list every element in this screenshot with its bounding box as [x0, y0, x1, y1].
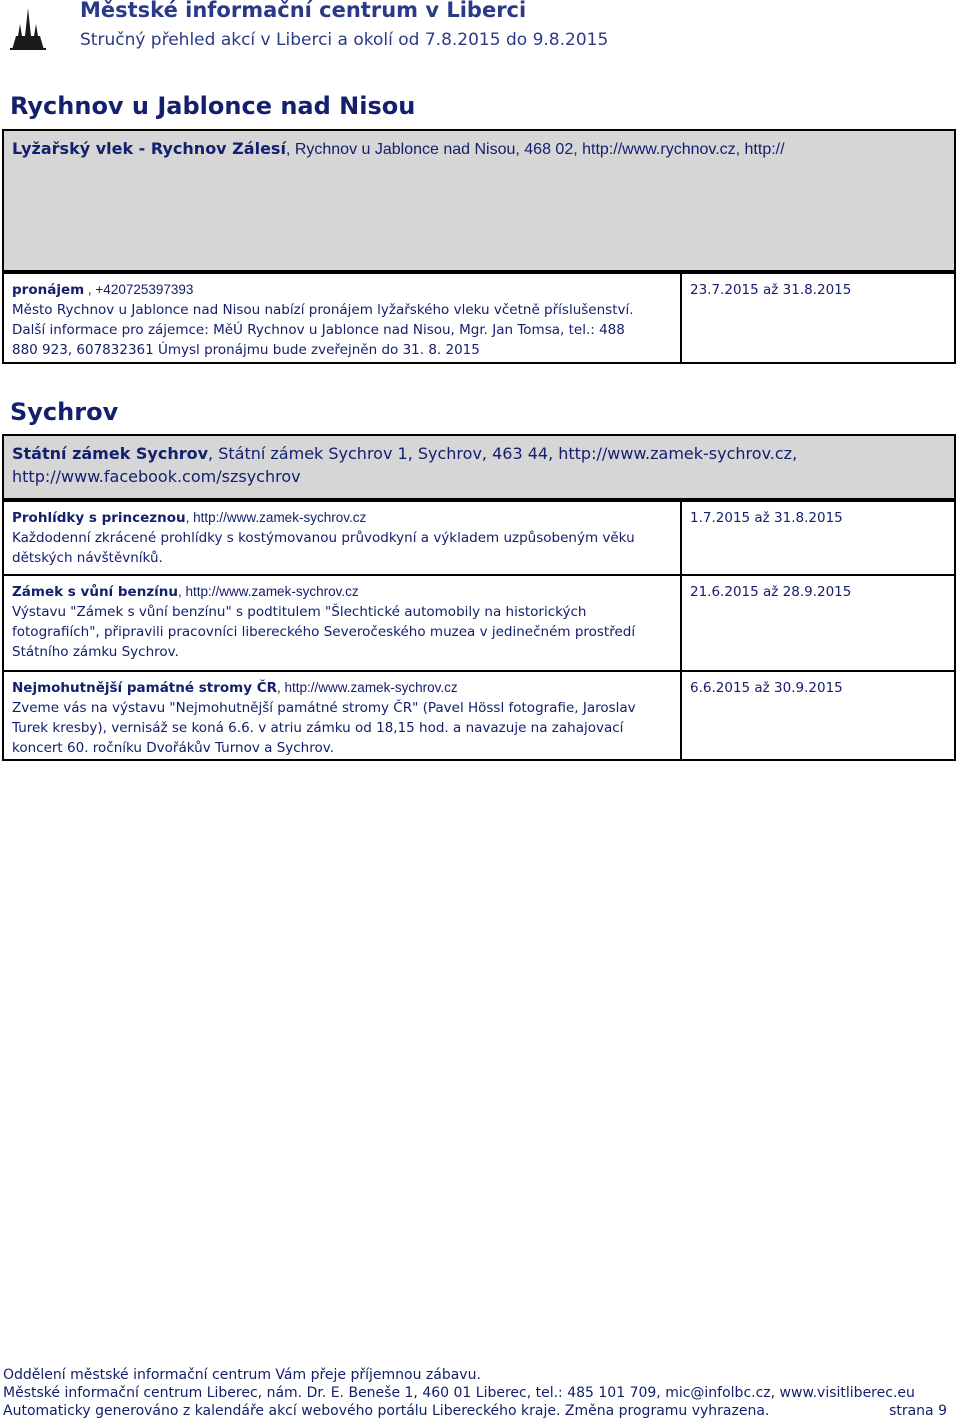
page-number: strana 9	[889, 1403, 947, 1419]
event-text-line: koncert 60. ročníku Dvořákův Turnov a Sychrov.	[12, 740, 334, 756]
event-date: 6.6.2015 až 30.9.2015	[690, 680, 843, 696]
event-date: 21.6.2015 až 28.9.2015	[690, 584, 852, 600]
event-title: Nejmohutnější památné stromy ČR	[12, 680, 278, 696]
venue-name: Lyžařský vlek - Rychnov Zálesí	[12, 139, 286, 158]
venue-details: , Rychnov u Jablonce nad Nisou, 468 02, http://www.rychnov.cz, http://	[285, 141, 785, 158]
venue-name: Státní zámek Sychrov	[12, 444, 209, 463]
event-link[interactable]: , http://www.zamek-sychrov.cz	[185, 510, 367, 525]
header-subtitle: Stručný přehled akcí v Liberci a okolí od 7.8.2015 do 9.8.2015	[80, 30, 609, 50]
venue-details: , Státní zámek Sychrov 1, Sychrov, 463 44, http://www.zamek-sychrov.cz,	[208, 444, 798, 463]
header-title: Městské informační centrum v Liberci	[80, 0, 527, 22]
venue-box-rychnov	[2, 129, 956, 364]
event-description	[4, 672, 682, 761]
section-title-rychnov: Rychnov u Jablonce nad Nisou	[10, 92, 416, 120]
event-text-line: 880 923, 607832361 Úmysl pronájmu bude zveřejněn do 31. 8. 2015	[12, 342, 480, 358]
event-row	[4, 574, 954, 670]
page-header	[0, 0, 960, 60]
event-title: Prohlídky s princeznou	[12, 510, 186, 526]
event-link[interactable]: , +420725397393	[84, 282, 194, 297]
page-footer	[3, 1366, 953, 1420]
event-text-line: Každodenní zkrácené prohlídky s kostýmovanou průvodkyní a výkladem uzpůsobeným věku	[12, 530, 635, 546]
event-title: Zámek s vůní benzínu	[12, 584, 179, 600]
event-description	[4, 576, 682, 670]
event-title: pronájem	[12, 282, 85, 298]
venue-header	[4, 131, 954, 272]
liberec-town-hall-logo	[10, 6, 46, 50]
footer-disclaimer-row	[3, 1402, 953, 1420]
event-row	[4, 272, 954, 364]
event-text-line: Státního zámku Sychrov.	[12, 644, 179, 660]
event-description	[4, 502, 682, 574]
event-link[interactable]: , http://www.zamek-sychrov.cz	[178, 584, 359, 599]
footer-disclaimer: Automaticky generováno z kalendáře akcí webového portálu Libereckého kraje. Změna programu vyhrazena.	[3, 1403, 770, 1419]
event-text-line: dětských návštěvníků.	[12, 550, 163, 566]
event-text-line: fotografiích", připravili pracovníci libereckého Severočeského muzea v jedinečném prostředí	[12, 624, 636, 640]
event-date: 1.7.2015 až 31.8.2015	[690, 510, 843, 526]
event-text-line: Město Rychnov u Jablonce nad Nisou nabízí pronájem lyžařského vleku včetně příslušenství.	[12, 302, 634, 318]
footer-greeting: Oddělení městské informační centrum Vám přeje příjemnou zábavu.	[3, 1367, 481, 1383]
event-description	[4, 274, 682, 364]
event-row	[4, 500, 954, 574]
venue-box-sychrov	[2, 434, 956, 761]
event-link[interactable]: , http://www.zamek-sychrov.cz	[277, 680, 458, 695]
event-date: 23.7.2015 až 31.8.2015	[690, 282, 852, 298]
footer-contact: Městské informační centrum Liberec, nám. Dr. E. Beneše 1, 460 01 Liberec, tel.: 485 101 709, mic@infolbc.cz, www.visitliberec.eu	[3, 1385, 915, 1401]
event-row	[4, 670, 954, 761]
section-title-sychrov: Sychrov	[10, 398, 119, 426]
event-text-line: Další informace pro zájemce: MěÚ Rychnov u Jablonce nad Nisou, Mgr. Jan Tomsa, tel.: 488	[12, 322, 625, 338]
event-text-line: Zveme vás na výstavu "Nejmohutnější památné stromy ČR" (Pavel Hössl fotografie, Jaroslav	[12, 700, 636, 716]
venue-details-2: http://www.facebook.com/szsychrov	[12, 467, 301, 486]
event-text-line: Výstavu "Zámek s vůní benzínu" s podtitulem "Šlechtické automobily na historických	[12, 604, 587, 620]
event-text-line: Turek kresby), vernisáž se koná 6.6. v atriu zámku od 18,15 hod. a navazuje na zahajovací	[12, 720, 624, 736]
venue-header	[4, 436, 954, 500]
